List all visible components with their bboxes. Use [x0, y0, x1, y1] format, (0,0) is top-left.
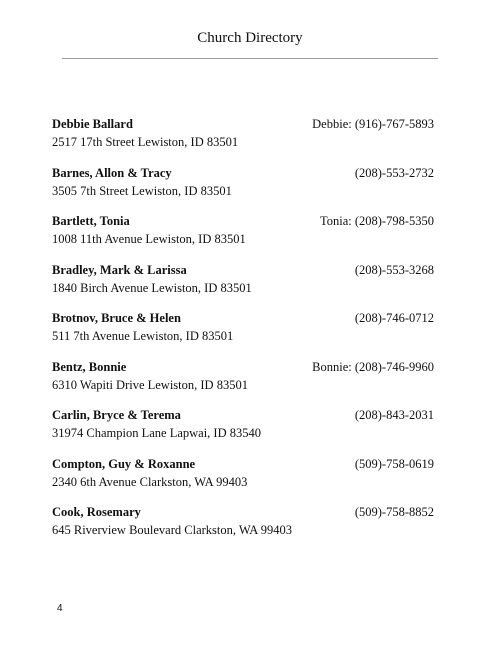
entry-address: 2517 17th Street Lewiston, ID 83501 — [52, 135, 239, 149]
entry-address: 6310 Wapiti Drive Lewiston, ID 83501 — [52, 377, 248, 392]
directory-entry — [52, 504, 434, 553]
directory-entry — [52, 262, 434, 311]
entry-phone: Tonia: (208)-798-5350 — [319, 214, 434, 228]
entry-name: Bartlett, Tonia — [52, 214, 130, 228]
entry-address: 511 7th Avenue Lewiston, ID 83501 — [52, 329, 234, 343]
entry-phone: (208)-746-0712 — [354, 311, 434, 325]
directory-entry — [52, 213, 434, 262]
title-divider — [62, 58, 438, 59]
directory-entry — [52, 407, 434, 456]
entry-name: Barnes, Allon & Tracy — [52, 165, 172, 180]
entry-phone: (509)-758-8852 — [354, 505, 434, 519]
page-title: Church Directory — [197, 30, 303, 46]
entry-phone: (208)-553-2732 — [354, 165, 434, 180]
entry-phone: Bonnie: (208)-746-9960 — [312, 359, 434, 374]
directory-entry — [52, 165, 434, 214]
entry-address: 645 Riverview Boulevard Clarkston, WA 99403 — [52, 523, 293, 537]
directory-entry — [52, 359, 434, 408]
entry-name: Cook, Rosemary — [52, 505, 141, 519]
directory-entry — [52, 116, 434, 165]
entry-address: 1008 11th Avenue Lewiston, ID 83501 — [52, 232, 246, 246]
entry-phone: Debbie: (916)-767-5893 — [312, 117, 434, 131]
directory-list — [52, 116, 434, 553]
entry-name: Bradley, Mark & Larissa — [52, 262, 187, 277]
entry-address: 31974 Champion Lane Lapwai, ID 83540 — [52, 426, 261, 440]
entry-name: Carlin, Bryce & Terema — [52, 408, 181, 422]
entry-phone: (208)-843-2031 — [354, 408, 434, 422]
entry-phone: (208)-553-3268 — [354, 262, 434, 277]
entry-name: Bentz, Bonnie — [52, 359, 127, 374]
entry-name: Compton, Guy & Roxanne — [52, 456, 196, 471]
entry-address: 3505 7th Street Lewiston, ID 83501 — [52, 183, 232, 198]
directory-entry — [52, 310, 434, 359]
entry-address: 1840 Birch Avenue Lewiston, ID 83501 — [52, 280, 252, 295]
page-number: 4 — [57, 603, 63, 614]
entry-address: 2340 6th Avenue Clarkston, WA 99403 — [52, 474, 248, 489]
entry-name: Debbie Ballard — [52, 117, 133, 131]
entry-name: Brotnov, Bruce & Helen — [52, 311, 181, 325]
directory-entry — [52, 456, 434, 505]
entry-phone: (509)-758-0619 — [354, 456, 434, 471]
